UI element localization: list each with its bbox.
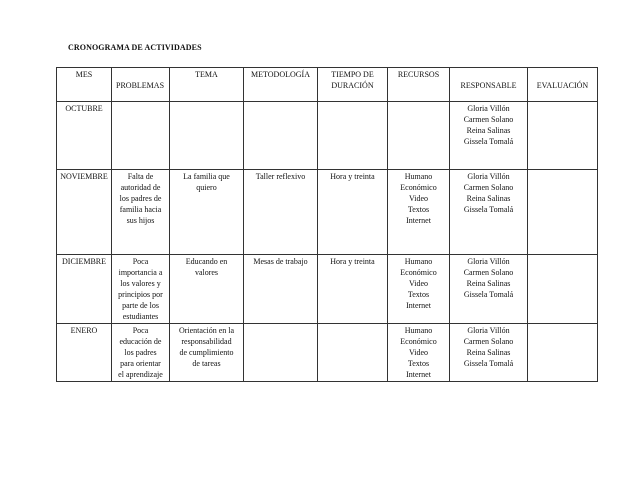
responsible-line: Gissela Tomalá: [463, 137, 514, 146]
topic-line: valores: [194, 268, 219, 277]
header-metodologia: METODOLOGÍA: [244, 68, 318, 102]
table-row: [57, 255, 598, 324]
problem-line: los padres: [124, 348, 157, 357]
problems-cell: [112, 102, 170, 170]
resource-line: Video: [408, 194, 429, 203]
responsible-line: Gloria Villón: [467, 257, 510, 266]
topic-line: responsabilidad: [181, 337, 232, 346]
methodology-cell: Mesas de trabajo: [244, 255, 318, 324]
header-tiempo-line2: DURACIÓN: [331, 81, 374, 90]
header-row: [57, 68, 598, 102]
responsible-line: Gloria Villón: [467, 104, 510, 113]
header-tiempo: [318, 68, 388, 102]
problem-line: principios por: [118, 290, 163, 299]
header-evaluacion: [528, 68, 598, 102]
responsible-line: Carmen Solano: [463, 337, 514, 346]
topic-line: La familia que: [183, 172, 230, 181]
schedule-body: [57, 102, 598, 382]
responsible-cell: [450, 102, 528, 170]
resource-line: Video: [408, 348, 429, 357]
problem-line: Poca: [132, 326, 149, 335]
resources-cell: [388, 102, 450, 170]
topic-line: de tareas: [192, 359, 221, 368]
resource-line: Video: [408, 279, 429, 288]
header-problemas: [112, 68, 170, 102]
responsible-cell: [450, 324, 528, 382]
problem-line: sus hijos: [126, 216, 155, 225]
header-responsable: [450, 68, 528, 102]
topic-line: Orientación en la: [178, 326, 235, 335]
month-cell: NOVIEMBRE: [57, 170, 112, 255]
resource-line: Textos: [407, 359, 430, 368]
resource-line: Internet: [406, 301, 431, 310]
topic-cell: [170, 170, 244, 255]
problem-line: para orientar: [120, 359, 161, 368]
month-cell: OCTUBRE: [57, 102, 112, 170]
problem-line: el aprendizaje: [118, 370, 163, 379]
responsible-line: Carmen Solano: [463, 115, 514, 124]
month-cell: DICIEMBRE: [57, 255, 112, 324]
resources-cell: [388, 255, 450, 324]
evaluation-cell: [528, 324, 598, 382]
duration-cell: Hora y treinta: [318, 255, 388, 324]
topic-cell: [170, 324, 244, 382]
problem-line: parte de los: [122, 301, 159, 310]
problem-line: Falta de: [127, 172, 154, 181]
duration-cell: [318, 102, 388, 170]
resource-line: Internet: [406, 216, 431, 225]
month-cell: ENERO: [57, 324, 112, 382]
problem-line: estudiantes: [122, 312, 159, 321]
schedule-table: [56, 67, 598, 382]
methodology-cell: [244, 324, 318, 382]
methodology-cell: Taller reflexivo: [244, 170, 318, 255]
resources-cell: [388, 170, 450, 255]
responsible-line: Carmen Solano: [463, 183, 514, 192]
responsible-line: Gissela Tomalá: [463, 359, 514, 368]
table-row: [57, 170, 598, 255]
header-tema: TEMA: [170, 68, 244, 102]
resource-line: Económico: [400, 268, 437, 277]
responsible-line: Reina Salinas: [466, 348, 511, 357]
methodology-cell: [244, 102, 318, 170]
responsible-line: Reina Salinas: [466, 279, 511, 288]
duration-cell: Hora y treinta: [318, 170, 388, 255]
responsible-line: Reina Salinas: [466, 126, 511, 135]
problem-line: los padres de: [119, 194, 162, 203]
responsible-cell: [450, 170, 528, 255]
topic-line: Educando en: [185, 257, 228, 266]
resource-line: Económico: [400, 337, 437, 346]
evaluation-cell: [528, 102, 598, 170]
resource-line: Internet: [406, 370, 431, 379]
responsible-line: Reina Salinas: [466, 194, 511, 203]
table-row: [57, 102, 598, 170]
responsible-cell: [450, 255, 528, 324]
problem-line: importancia a: [118, 268, 163, 277]
header-evaluacion-label: EVALUACIÓN: [536, 81, 589, 90]
responsible-line: Gissela Tomalá: [463, 205, 514, 214]
header-mes: MES: [57, 68, 112, 102]
problem-line: educación de: [119, 337, 162, 346]
resource-line: Humano: [404, 172, 433, 181]
problems-cell: [112, 324, 170, 382]
resource-line: Humano: [404, 257, 433, 266]
duration-cell: [318, 324, 388, 382]
header-recursos: RECURSOS: [388, 68, 450, 102]
topic-cell: [170, 255, 244, 324]
resource-line: Económico: [400, 183, 437, 192]
evaluation-cell: [528, 170, 598, 255]
topic-line: de cumplimiento: [179, 348, 234, 357]
problem-line: autoridad de: [120, 183, 161, 192]
problem-line: Poca: [132, 257, 149, 266]
responsible-line: Gloria Villón: [467, 326, 510, 335]
evaluation-cell: [528, 255, 598, 324]
topic-line: quiero: [196, 183, 217, 192]
topic-cell: [170, 102, 244, 170]
resource-line: Textos: [407, 290, 430, 299]
problems-cell: [112, 255, 170, 324]
responsible-line: Gloria Villón: [467, 172, 510, 181]
responsible-line: Carmen Solano: [463, 268, 514, 277]
problem-line: familia hacia: [119, 205, 162, 214]
table-row: [57, 324, 598, 382]
problem-line: los valores y: [120, 279, 161, 288]
resources-cell: [388, 324, 450, 382]
resource-line: Textos: [407, 205, 430, 214]
problems-cell: [112, 170, 170, 255]
header-problemas-label: PROBLEMAS: [116, 81, 165, 90]
resource-line: Humano: [404, 326, 433, 335]
header-tiempo-line1: TIEMPO DE: [331, 70, 374, 79]
header-responsable-label: RESPONSABLE: [460, 81, 517, 90]
responsible-line: Gissela Tomalá: [463, 290, 514, 299]
document-title: CRONOGRAMA DE ACTIVIDADES: [68, 43, 202, 52]
